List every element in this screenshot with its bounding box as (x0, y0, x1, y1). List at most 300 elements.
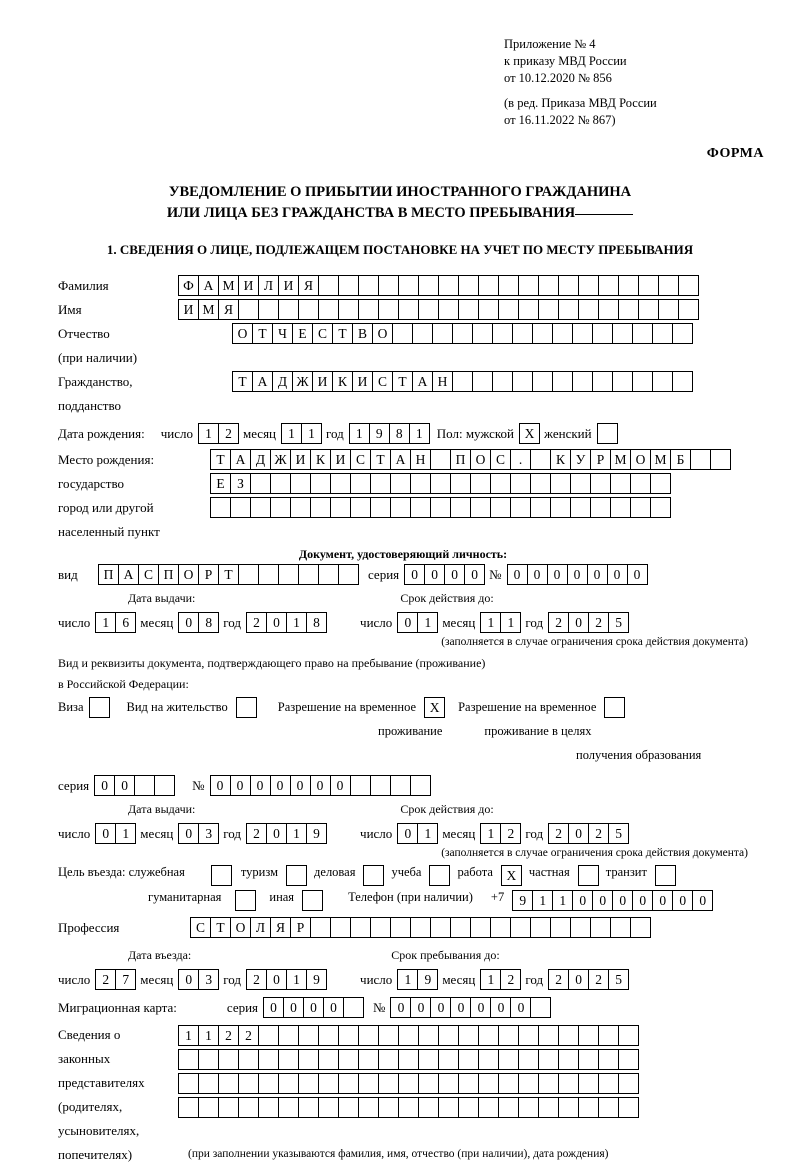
cell[interactable]: 0 (527, 564, 548, 585)
cell[interactable]: 0 (592, 890, 613, 911)
cell[interactable]: А (390, 449, 411, 470)
cell[interactable] (410, 473, 431, 494)
cell[interactable]: 0 (692, 890, 713, 911)
cell[interactable]: 0 (330, 775, 351, 796)
cell[interactable] (250, 497, 271, 518)
cell[interactable]: Т (370, 449, 391, 470)
cell[interactable] (458, 1097, 479, 1118)
cell[interactable]: 0 (178, 823, 199, 844)
cell[interactable] (578, 1097, 599, 1118)
id-doc-valid-day-input[interactable] (397, 612, 437, 633)
cell[interactable] (390, 917, 411, 938)
cell[interactable]: 0 (464, 564, 485, 585)
cell[interactable]: 9 (369, 423, 390, 444)
cell[interactable] (558, 1049, 579, 1070)
cell[interactable] (298, 1025, 319, 1046)
cell[interactable] (418, 1097, 439, 1118)
cell[interactable] (470, 917, 491, 938)
entry-month-input[interactable] (178, 969, 218, 990)
cell[interactable]: 1 (286, 612, 307, 633)
cell[interactable]: 0 (310, 775, 331, 796)
cell[interactable] (298, 564, 319, 585)
cell[interactable] (89, 697, 110, 718)
cell[interactable]: 3 (198, 969, 219, 990)
cell[interactable]: 6 (115, 612, 136, 633)
migration-card-number-input[interactable] (390, 997, 550, 1018)
id-doc-valid-year-input[interactable] (548, 612, 628, 633)
cell[interactable]: М (610, 449, 631, 470)
cell[interactable]: 7 (115, 969, 136, 990)
cell[interactable]: 8 (389, 423, 410, 444)
cell[interactable] (518, 1097, 539, 1118)
cell[interactable] (238, 1097, 259, 1118)
cell[interactable]: Л (250, 917, 271, 938)
cell[interactable] (418, 1073, 439, 1094)
cell[interactable]: 0 (266, 823, 287, 844)
cell[interactable]: Т (210, 917, 231, 938)
cell[interactable] (290, 497, 311, 518)
cell[interactable]: 1 (301, 423, 322, 444)
cell[interactable] (450, 497, 471, 518)
cell[interactable]: Р (290, 917, 311, 938)
sex-female-checkbox[interactable] (597, 423, 617, 444)
cell[interactable]: С (490, 449, 511, 470)
cell[interactable]: 9 (512, 890, 533, 911)
cell[interactable] (630, 497, 651, 518)
cell[interactable]: 5 (608, 612, 629, 633)
cell[interactable] (358, 275, 379, 296)
cell[interactable]: 0 (178, 612, 199, 633)
cell[interactable] (598, 1049, 619, 1070)
cell[interactable] (552, 371, 573, 392)
cell[interactable]: С (350, 449, 371, 470)
cell[interactable] (458, 1073, 479, 1094)
cell[interactable]: Ф (178, 275, 199, 296)
cell[interactable]: 0 (510, 997, 531, 1018)
cell[interactable] (558, 299, 579, 320)
birthdate-day-input[interactable] (198, 423, 238, 444)
cell[interactable] (410, 775, 431, 796)
cell[interactable] (318, 1097, 339, 1118)
cell[interactable] (350, 775, 371, 796)
cell[interactable] (630, 473, 651, 494)
id-doc-series-input[interactable] (404, 564, 484, 585)
id-doc-type-input[interactable] (98, 564, 358, 585)
cell[interactable] (338, 1073, 359, 1094)
cell[interactable] (478, 275, 499, 296)
cell[interactable]: И (290, 449, 311, 470)
cell[interactable] (652, 371, 673, 392)
cell[interactable]: А (198, 275, 219, 296)
cell[interactable]: 0 (270, 775, 291, 796)
cell[interactable] (530, 449, 551, 470)
cell[interactable] (318, 1025, 339, 1046)
cell[interactable]: 0 (94, 775, 115, 796)
cell[interactable] (270, 497, 291, 518)
cell[interactable]: М (218, 275, 239, 296)
cell[interactable] (458, 275, 479, 296)
cell[interactable] (678, 275, 699, 296)
cell[interactable] (390, 497, 411, 518)
cell[interactable]: 0 (250, 775, 271, 796)
cell[interactable] (290, 473, 311, 494)
cell[interactable] (398, 1073, 419, 1094)
citizenship-input[interactable] (232, 371, 692, 392)
cell[interactable] (398, 1049, 419, 1070)
residence-checkbox[interactable] (236, 697, 256, 718)
cell[interactable]: 2 (500, 823, 521, 844)
cell[interactable] (658, 299, 679, 320)
cell[interactable] (350, 497, 371, 518)
cell[interactable] (338, 275, 359, 296)
cell[interactable]: 1 (480, 823, 501, 844)
cell[interactable]: 1 (286, 969, 307, 990)
cell[interactable] (154, 775, 175, 796)
migration-card-series-input[interactable] (263, 997, 363, 1018)
cell[interactable]: С (138, 564, 159, 585)
cell[interactable] (378, 1049, 399, 1070)
cell[interactable] (570, 497, 591, 518)
cell[interactable] (612, 371, 633, 392)
cell[interactable]: 1 (178, 1025, 199, 1046)
cell[interactable] (638, 275, 659, 296)
cell[interactable] (430, 449, 451, 470)
cell[interactable] (510, 473, 531, 494)
cell[interactable] (452, 371, 473, 392)
cell[interactable] (318, 1073, 339, 1094)
cell[interactable] (538, 1025, 559, 1046)
cell[interactable] (710, 449, 731, 470)
cell[interactable]: 0 (507, 564, 528, 585)
name-input[interactable] (178, 299, 698, 320)
cell[interactable]: 1 (286, 823, 307, 844)
cell[interactable]: 0 (114, 775, 135, 796)
cell[interactable] (592, 323, 613, 344)
cell[interactable] (550, 473, 571, 494)
cell[interactable]: 0 (303, 997, 324, 1018)
cell[interactable]: Р (590, 449, 611, 470)
cell[interactable]: И (178, 299, 199, 320)
cell[interactable]: 2 (500, 969, 521, 990)
cell[interactable]: Т (232, 371, 253, 392)
cell[interactable] (270, 473, 291, 494)
cell[interactable] (492, 323, 513, 344)
cell[interactable] (472, 371, 493, 392)
cell[interactable]: П (450, 449, 471, 470)
purpose-work-checkbox[interactable] (501, 865, 521, 886)
cell[interactable]: 1 (281, 423, 302, 444)
cell[interactable] (652, 323, 673, 344)
cell[interactable] (598, 299, 619, 320)
cell[interactable] (672, 323, 693, 344)
cell[interactable] (610, 497, 631, 518)
cell[interactable]: X (519, 423, 540, 444)
cell[interactable] (612, 323, 633, 344)
cell[interactable]: К (550, 449, 571, 470)
cell[interactable] (278, 1073, 299, 1094)
cell[interactable] (530, 497, 551, 518)
cell[interactable] (498, 1073, 519, 1094)
cell[interactable]: Я (298, 275, 319, 296)
cell[interactable] (598, 1097, 619, 1118)
stay-month-input[interactable] (480, 969, 520, 990)
cell[interactable] (178, 1097, 199, 1118)
cell[interactable] (298, 1049, 319, 1070)
cell[interactable]: Д (250, 449, 271, 470)
cell[interactable] (490, 917, 511, 938)
cell[interactable] (458, 1049, 479, 1070)
stay-day-input[interactable] (397, 969, 437, 990)
cell[interactable] (430, 917, 451, 938)
cell[interactable] (278, 1049, 299, 1070)
cell[interactable] (450, 473, 471, 494)
cell[interactable] (578, 1025, 599, 1046)
cell[interactable] (410, 497, 431, 518)
legal-reps-input-row3[interactable] (178, 1073, 638, 1094)
cell[interactable] (478, 1097, 499, 1118)
cell[interactable] (338, 1025, 359, 1046)
cell[interactable] (438, 275, 459, 296)
cell[interactable] (238, 1049, 259, 1070)
cell[interactable]: 2 (246, 612, 267, 633)
cell[interactable]: С (312, 323, 333, 344)
surname-input[interactable] (178, 275, 698, 296)
cell[interactable] (598, 1073, 619, 1094)
cell[interactable] (358, 1049, 379, 1070)
cell[interactable] (430, 497, 451, 518)
cell[interactable]: 2 (588, 969, 609, 990)
cell[interactable]: 5 (608, 969, 629, 990)
cell[interactable] (412, 323, 433, 344)
cell[interactable] (298, 1073, 319, 1094)
cell[interactable] (572, 371, 593, 392)
cell[interactable]: 0 (397, 612, 418, 633)
cell[interactable]: X (424, 697, 445, 718)
cell[interactable] (492, 371, 513, 392)
cell[interactable]: 0 (266, 612, 287, 633)
cell[interactable] (390, 473, 411, 494)
cell[interactable] (450, 917, 471, 938)
cell[interactable] (498, 1097, 519, 1118)
cell[interactable] (330, 917, 351, 938)
cell[interactable] (298, 1097, 319, 1118)
cell[interactable] (558, 1025, 579, 1046)
cell[interactable]: И (312, 371, 333, 392)
cell[interactable] (518, 299, 539, 320)
cell[interactable]: О (178, 564, 199, 585)
cell[interactable] (558, 1097, 579, 1118)
cell[interactable] (578, 1073, 599, 1094)
purpose-private-checkbox[interactable] (578, 865, 598, 886)
cell[interactable]: Е (292, 323, 313, 344)
cell[interactable] (238, 299, 259, 320)
cell[interactable] (438, 1073, 459, 1094)
cell[interactable] (198, 1073, 219, 1094)
cell[interactable] (350, 917, 371, 938)
cell[interactable] (518, 1073, 539, 1094)
cell[interactable] (363, 865, 384, 886)
cell[interactable] (236, 697, 257, 718)
sex-male-checkbox[interactable] (519, 423, 539, 444)
cell[interactable]: 0 (450, 997, 471, 1018)
cell[interactable]: О (630, 449, 651, 470)
cell[interactable] (286, 865, 307, 886)
cell[interactable] (470, 497, 491, 518)
cell[interactable] (258, 1073, 279, 1094)
purpose-transit-checkbox[interactable] (655, 865, 675, 886)
cell[interactable]: Ж (270, 449, 291, 470)
cell[interactable] (258, 564, 279, 585)
cell[interactable]: Т (218, 564, 239, 585)
cell[interactable]: О (470, 449, 491, 470)
cell[interactable]: Ч (272, 323, 293, 344)
cell[interactable]: А (252, 371, 273, 392)
cell[interactable] (478, 1025, 499, 1046)
cell[interactable] (278, 1097, 299, 1118)
birthplace-input-row1[interactable] (210, 449, 730, 470)
cell[interactable] (370, 473, 391, 494)
cell[interactable] (338, 1097, 359, 1118)
cell[interactable] (597, 423, 618, 444)
cell[interactable] (512, 323, 533, 344)
legal-reps-input-row1[interactable] (178, 1025, 638, 1046)
cell[interactable] (632, 323, 653, 344)
cell[interactable] (618, 1025, 639, 1046)
cell[interactable] (532, 323, 553, 344)
cell[interactable]: 9 (306, 823, 327, 844)
cell[interactable] (298, 299, 319, 320)
cell[interactable] (638, 299, 659, 320)
cell[interactable] (134, 775, 155, 796)
cell[interactable]: У (570, 449, 591, 470)
cell[interactable] (378, 1025, 399, 1046)
cell[interactable]: А (412, 371, 433, 392)
cell[interactable] (398, 1097, 419, 1118)
cell[interactable]: П (158, 564, 179, 585)
cell[interactable]: 0 (390, 997, 411, 1018)
cell[interactable] (578, 275, 599, 296)
cell[interactable]: 0 (568, 823, 589, 844)
cell[interactable] (650, 473, 671, 494)
cell[interactable]: 2 (548, 823, 569, 844)
cell[interactable]: И (238, 275, 259, 296)
cell[interactable] (552, 323, 573, 344)
cell[interactable]: В (352, 323, 373, 344)
entry-day-input[interactable] (95, 969, 135, 990)
cell[interactable] (343, 997, 364, 1018)
cell[interactable] (618, 1049, 639, 1070)
cell[interactable]: 2 (95, 969, 116, 990)
cell[interactable] (410, 917, 431, 938)
cell[interactable]: Я (218, 299, 239, 320)
id-doc-issue-day-input[interactable] (95, 612, 135, 633)
cell[interactable]: К (332, 371, 353, 392)
id-doc-valid-month-input[interactable] (480, 612, 520, 633)
cell[interactable]: 1 (397, 969, 418, 990)
cell[interactable]: 0 (397, 823, 418, 844)
cell[interactable] (235, 890, 256, 911)
cell[interactable] (530, 997, 551, 1018)
cell[interactable] (278, 299, 299, 320)
cell[interactable] (478, 1049, 499, 1070)
cell[interactable]: 1 (480, 969, 501, 990)
cell[interactable] (378, 1097, 399, 1118)
cell[interactable]: 0 (572, 890, 593, 911)
cell[interactable]: А (118, 564, 139, 585)
cell[interactable] (538, 299, 559, 320)
cell[interactable]: 0 (490, 997, 511, 1018)
cell[interactable] (318, 299, 339, 320)
cell[interactable] (550, 917, 571, 938)
birthdate-year-input[interactable] (349, 423, 429, 444)
cell[interactable] (438, 1025, 459, 1046)
cell[interactable] (302, 890, 323, 911)
cell[interactable] (338, 299, 359, 320)
cell[interactable] (310, 497, 331, 518)
cell[interactable] (558, 275, 579, 296)
cell[interactable]: 0 (323, 997, 344, 1018)
cell[interactable]: 9 (306, 969, 327, 990)
cell[interactable]: О (372, 323, 393, 344)
cell[interactable] (618, 1073, 639, 1094)
cell[interactable] (438, 1097, 459, 1118)
cell[interactable] (598, 275, 619, 296)
cell[interactable] (198, 1097, 219, 1118)
cell[interactable] (470, 473, 491, 494)
cell[interactable] (198, 1049, 219, 1070)
stay-doc-issue-month-input[interactable] (178, 823, 218, 844)
cell[interactable]: О (232, 323, 253, 344)
cell[interactable]: 2 (246, 823, 267, 844)
cell[interactable]: 1 (500, 612, 521, 633)
cell[interactable]: 8 (306, 612, 327, 633)
cell[interactable]: 0 (424, 564, 445, 585)
cell[interactable] (210, 497, 231, 518)
cell[interactable]: 3 (198, 823, 219, 844)
cell[interactable]: 9 (417, 969, 438, 990)
stay-year-input[interactable] (548, 969, 628, 990)
cell[interactable] (392, 323, 413, 344)
purpose-business-checkbox[interactable] (363, 865, 383, 886)
cell[interactable] (211, 865, 232, 886)
purpose-humanitarian-checkbox[interactable] (235, 890, 255, 911)
cell[interactable] (478, 299, 499, 320)
cell[interactable] (358, 1097, 379, 1118)
birthplace-input-row2[interactable] (210, 473, 670, 494)
cell[interactable] (178, 1049, 199, 1070)
cell[interactable]: Т (332, 323, 353, 344)
cell[interactable]: 0 (410, 997, 431, 1018)
cell[interactable]: М (198, 299, 219, 320)
cell[interactable]: Я (270, 917, 291, 938)
cell[interactable] (530, 473, 551, 494)
cell[interactable] (438, 299, 459, 320)
cell[interactable] (258, 299, 279, 320)
cell[interactable] (532, 371, 553, 392)
cell[interactable] (678, 299, 699, 320)
cell[interactable]: 0 (444, 564, 465, 585)
cell[interactable]: 0 (632, 890, 653, 911)
cell[interactable] (258, 1097, 279, 1118)
cell[interactable]: Е (210, 473, 231, 494)
cell[interactable]: 0 (470, 997, 491, 1018)
stay-doc-series-input[interactable] (94, 775, 174, 796)
edu-residence-checkbox[interactable] (604, 697, 624, 718)
cell[interactable] (358, 1025, 379, 1046)
cell[interactable] (618, 1097, 639, 1118)
cell[interactable]: 0 (568, 612, 589, 633)
cell[interactable] (672, 371, 693, 392)
